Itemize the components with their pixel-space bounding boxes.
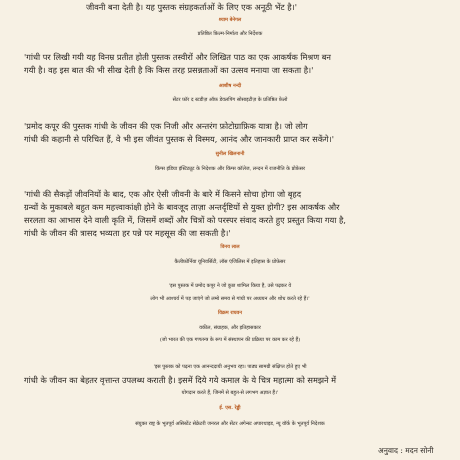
reviewer-name: श्याम बेनेगल bbox=[218, 17, 242, 23]
reviewer-name: विनय लाल bbox=[220, 244, 240, 250]
review-text-line: 'प्रमोद कपूर की पुस्तक गांधी के जीवन की एक निजी और अन्तरंग फ़ोटोग्राफ़िक यात्रा है। जो लोग bbox=[24, 121, 308, 131]
reviewer-role: सेंटर फ़ॉर द स्टडीज़ ऑफ़ डेवलपिंग सोसाइटीज़ के प्रतिष्ठित फ़ेलो bbox=[172, 97, 288, 103]
reviewer-name: ई. एस. रेड्डी bbox=[219, 405, 241, 411]
review-text-line: लोग भी आश्चर्य में पड़ जाएंगे जो लम्बे समय से गांधी पर अध्ययन और शोध करते रहे हैं।' bbox=[150, 296, 310, 302]
reviewer-role: कैलीफ़ोर्निया यूनिवर्सिटी, लॉस एंजिलिस में इतिहास के प्रोफ़ेसर bbox=[174, 259, 286, 265]
top-quote-line: जीवनी बना देती है। यह पुस्तक संग्रहकर्ताओं के लिए एक अनूठी भेंट है।' bbox=[86, 2, 297, 12]
review-text-line: गांधी के जीवन का बेहतर वृत्तान्त उपलब्ध कराती है। इसमें दिये गये कमाल के ये चित्र महात्मा को समझने में bbox=[24, 375, 337, 385]
review-text-line: 'गांधी की सैकड़ों जीवनियों के बाद, एक और ऐसी जीवनी के बारे में किसने सोचा होगा जो बृहद bbox=[24, 189, 302, 199]
reviewer-role: किंग्स इंडिया इंस्टिट्यूट के निदेशक और किंग्स कॉलेज, लन्दन में राजनीति के प्रोफ़ेसर bbox=[154, 166, 305, 172]
reviewer-name: सुनील खिलनानी bbox=[215, 151, 245, 157]
review-text-line: गयी है। वह इस बात की भी सीख देती है कि किस तरह प्रसन्नताओं का उत्सव मनाया जा सकता है।' bbox=[24, 65, 314, 75]
review-text-line: गांधी के जीवन की त्रासद भव्यता हर पन्ने पर महसूस की जा सकती है।' bbox=[24, 228, 231, 238]
review-text-line: 'गांधी पर लिखी गयी यह विनम्र प्रतीत होती पुस्तक तस्वीरों और लिखित पाठ का एक आकर्षक मिश्रण बन bbox=[24, 52, 331, 62]
review-text-line: सरलता का आभास देने वाली कृति में, जिसमें शब्दों और चित्रों को परस्पर संवाद करते हुए प्रस्तुत किया गया है, bbox=[24, 215, 346, 225]
translator-credit: अनुवाद : मदन सोनी bbox=[378, 446, 434, 455]
review-text-line: 'इस पुस्तक में प्रमोद कपूर ने जो कुछ शामिल किया है, उसे पढ़कर वे bbox=[168, 283, 292, 289]
reviewer-role: वकील, संग्राहक, और इतिहासकार bbox=[199, 325, 261, 331]
review-text-line: योगदान करते हैं, जिनमें से बहुत-से लगभग अज्ञात हैं।' bbox=[181, 390, 279, 396]
review-text-line: ग्रन्थों के मुकाबले बहुत कम महत्त्वाकांक्षी होने के बावजूद ताज़ा अन्तर्दृष्टियों से युक्त होगी? इस आकर्षक और bbox=[24, 202, 340, 212]
reviewer-role-note: (जो भारत की एक गणतन्त्र के रूप में संस्थापन की प्रक्रिया पर काम कर रहे हैं) bbox=[159, 337, 301, 343]
reviewer-name: विक्रम राघवन bbox=[218, 310, 242, 316]
review-text-line: गांधी की कहानी से परिचित हैं, वे भी इस जीवंत पुस्तक से विस्मय, आनंद और जानकारी प्राप्त कर सकेंगे।' bbox=[24, 134, 334, 144]
review-text-line: 'इस पुस्तक को पढ़ना एक आनन्ददायी अनुभव रहा। पाठ्य सामग्री संक्षिप्त होते हुए भी bbox=[153, 364, 307, 370]
reviewer-name: आशीष नन्दी bbox=[218, 83, 242, 89]
reviewer-role: संयुक्त राष्ट्र के भूतपूर्व असिस्टेंट सेक्रेटरी जनरल और सेंटर अगेन्स्ट अपारथाइड, न्यू यॉर्क के भूतपूर्व निदेशक bbox=[135, 421, 325, 427]
reviewer-role: प्रतिष्ठित फ़िल्म-निर्माता और निर्देशक bbox=[197, 31, 263, 37]
